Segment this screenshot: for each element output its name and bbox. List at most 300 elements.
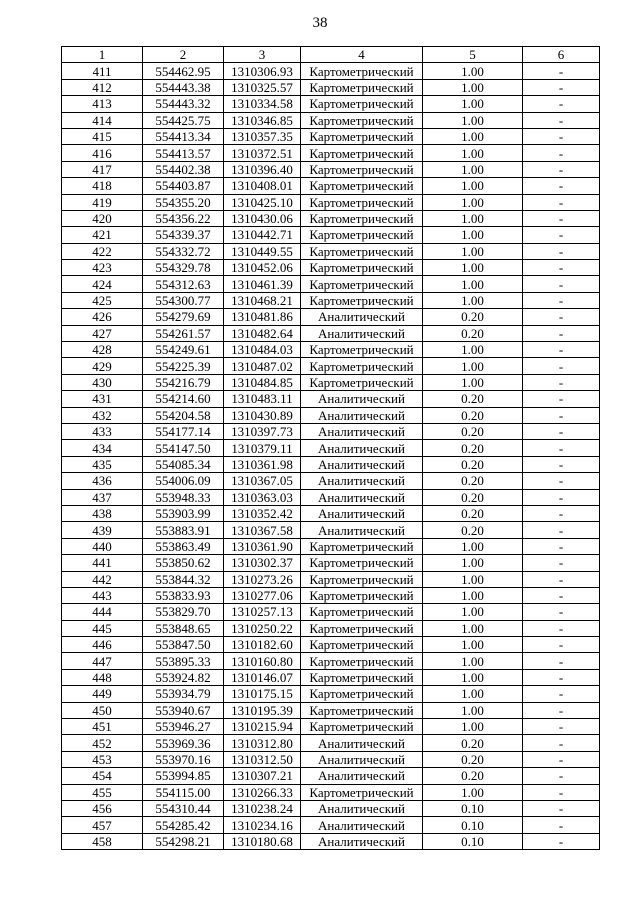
x-coordinate-cell: 553847.50 — [143, 637, 224, 653]
method-cell: Картометрический — [301, 587, 423, 603]
table-row — [62, 473, 600, 489]
accuracy-cell: 1.00 — [423, 669, 523, 685]
accuracy-cell: 1.00 — [423, 784, 523, 800]
method-cell: Картометрический — [301, 342, 423, 358]
point-number-cell: 414 — [62, 112, 143, 128]
x-coordinate-cell: 553924.82 — [143, 669, 224, 685]
table-row — [62, 719, 600, 735]
method-cell: Картометрический — [301, 210, 423, 226]
note-cell: - — [523, 292, 600, 308]
y-coordinate-cell: 1310215.94 — [224, 719, 301, 735]
x-coordinate-cell: 554214.60 — [143, 391, 224, 407]
point-number-cell: 442 — [62, 571, 143, 587]
method-cell: Картометрический — [301, 571, 423, 587]
note-cell: - — [523, 112, 600, 128]
note-cell: - — [523, 473, 600, 489]
note-cell: - — [523, 407, 600, 423]
point-number-cell: 448 — [62, 669, 143, 685]
note-cell: - — [523, 522, 600, 538]
x-coordinate-cell: 554085.34 — [143, 456, 224, 472]
accuracy-cell: 1.00 — [423, 620, 523, 636]
method-cell: Аналитический — [301, 505, 423, 521]
accuracy-cell: 1.00 — [423, 227, 523, 243]
table-row — [62, 79, 600, 95]
x-coordinate-cell: 554225.39 — [143, 358, 224, 374]
y-coordinate-cell: 1310266.33 — [224, 784, 301, 800]
accuracy-cell: 1.00 — [423, 145, 523, 161]
x-coordinate-cell: 553833.93 — [143, 587, 224, 603]
x-coordinate-cell: 554403.87 — [143, 178, 224, 194]
table-row — [62, 194, 600, 210]
method-cell: Картометрический — [301, 96, 423, 112]
note-cell: - — [523, 178, 600, 194]
method-cell: Аналитический — [301, 833, 423, 849]
x-coordinate-cell: 553863.49 — [143, 538, 224, 554]
note-cell: - — [523, 63, 600, 79]
point-number-cell: 451 — [62, 719, 143, 735]
method-cell: Аналитический — [301, 309, 423, 325]
x-coordinate-cell: 554204.58 — [143, 407, 224, 423]
method-cell: Аналитический — [301, 768, 423, 784]
accuracy-cell: 1.00 — [423, 653, 523, 669]
table-row — [62, 358, 600, 374]
point-number-cell: 441 — [62, 555, 143, 571]
table-row — [62, 637, 600, 653]
column-header: 1 — [62, 47, 143, 63]
table-row — [62, 260, 600, 276]
y-coordinate-cell: 1310302.37 — [224, 555, 301, 571]
note-cell: - — [523, 719, 600, 735]
x-coordinate-cell: 554329.78 — [143, 260, 224, 276]
table-row — [62, 391, 600, 407]
method-cell: Аналитический — [301, 800, 423, 816]
note-cell: - — [523, 276, 600, 292]
note-cell: - — [523, 669, 600, 685]
y-coordinate-cell: 1310352.42 — [224, 505, 301, 521]
note-cell: - — [523, 260, 600, 276]
table-row — [62, 522, 600, 538]
accuracy-cell: 1.00 — [423, 194, 523, 210]
point-number-cell: 416 — [62, 145, 143, 161]
method-cell: Картометрический — [301, 358, 423, 374]
y-coordinate-cell: 1310361.90 — [224, 538, 301, 554]
point-number-cell: 437 — [62, 489, 143, 505]
note-cell: - — [523, 456, 600, 472]
table-row — [62, 440, 600, 456]
note-cell: - — [523, 538, 600, 554]
note-cell: - — [523, 210, 600, 226]
method-cell: Картометрический — [301, 292, 423, 308]
point-number-cell: 433 — [62, 423, 143, 439]
accuracy-cell: 1.00 — [423, 292, 523, 308]
accuracy-cell: 1.00 — [423, 243, 523, 259]
table-row — [62, 735, 600, 751]
note-cell: - — [523, 653, 600, 669]
table-row — [62, 686, 600, 702]
accuracy-cell: 1.00 — [423, 161, 523, 177]
point-number-cell: 449 — [62, 686, 143, 702]
x-coordinate-cell: 554261.57 — [143, 325, 224, 341]
note-cell: - — [523, 227, 600, 243]
point-number-cell: 421 — [62, 227, 143, 243]
column-header: 4 — [301, 47, 423, 63]
table-row — [62, 604, 600, 620]
accuracy-cell: 0.20 — [423, 473, 523, 489]
method-cell: Картометрический — [301, 260, 423, 276]
accuracy-cell: 0.20 — [423, 325, 523, 341]
point-number-cell: 440 — [62, 538, 143, 554]
x-coordinate-cell: 554249.61 — [143, 342, 224, 358]
note-cell: - — [523, 571, 600, 587]
accuracy-cell: 1.00 — [423, 210, 523, 226]
accuracy-cell: 0.20 — [423, 751, 523, 767]
y-coordinate-cell: 1310408.01 — [224, 178, 301, 194]
y-coordinate-cell: 1310346.85 — [224, 112, 301, 128]
accuracy-cell: 1.00 — [423, 342, 523, 358]
column-header: 5 — [423, 47, 523, 63]
column-header: 2 — [143, 47, 224, 63]
x-coordinate-cell: 554443.38 — [143, 79, 224, 95]
x-coordinate-cell: 553970.16 — [143, 751, 224, 767]
x-coordinate-cell: 554339.37 — [143, 227, 224, 243]
note-cell: - — [523, 702, 600, 718]
y-coordinate-cell: 1310452.06 — [224, 260, 301, 276]
method-cell: Аналитический — [301, 751, 423, 767]
y-coordinate-cell: 1310182.60 — [224, 637, 301, 653]
note-cell: - — [523, 96, 600, 112]
method-cell: Картометрический — [301, 63, 423, 79]
y-coordinate-cell: 1310449.55 — [224, 243, 301, 259]
x-coordinate-cell: 554006.09 — [143, 473, 224, 489]
y-coordinate-cell: 1310234.16 — [224, 817, 301, 833]
method-cell: Аналитический — [301, 473, 423, 489]
method-cell: Картометрический — [301, 243, 423, 259]
y-coordinate-cell: 1310372.51 — [224, 145, 301, 161]
table-row — [62, 489, 600, 505]
note-cell: - — [523, 751, 600, 767]
point-number-cell: 428 — [62, 342, 143, 358]
point-number-cell: 417 — [62, 161, 143, 177]
y-coordinate-cell: 1310483.11 — [224, 391, 301, 407]
x-coordinate-cell: 554177.14 — [143, 423, 224, 439]
method-cell: Картометрический — [301, 178, 423, 194]
table-row — [62, 309, 600, 325]
y-coordinate-cell: 1310357.35 — [224, 128, 301, 144]
x-coordinate-cell: 553994.85 — [143, 768, 224, 784]
table-row — [62, 571, 600, 587]
method-cell: Картометрический — [301, 604, 423, 620]
note-cell: - — [523, 243, 600, 259]
point-number-cell: 455 — [62, 784, 143, 800]
method-cell: Картометрический — [301, 653, 423, 669]
table-row — [62, 555, 600, 571]
point-number-cell: 434 — [62, 440, 143, 456]
point-number-cell: 439 — [62, 522, 143, 538]
y-coordinate-cell: 1310468.21 — [224, 292, 301, 308]
note-cell: - — [523, 440, 600, 456]
y-coordinate-cell: 1310367.05 — [224, 473, 301, 489]
y-coordinate-cell: 1310367.58 — [224, 522, 301, 538]
y-coordinate-cell: 1310425.10 — [224, 194, 301, 210]
note-cell: - — [523, 833, 600, 849]
y-coordinate-cell: 1310238.24 — [224, 800, 301, 816]
accuracy-cell: 1.00 — [423, 719, 523, 735]
x-coordinate-cell: 553883.91 — [143, 522, 224, 538]
point-number-cell: 450 — [62, 702, 143, 718]
page-number: 38 — [312, 15, 328, 31]
note-cell: - — [523, 391, 600, 407]
y-coordinate-cell: 1310396.40 — [224, 161, 301, 177]
table-row — [62, 817, 600, 833]
y-coordinate-cell: 1310379.11 — [224, 440, 301, 456]
x-coordinate-cell: 554312.63 — [143, 276, 224, 292]
accuracy-cell: 1.00 — [423, 358, 523, 374]
accuracy-cell: 0.20 — [423, 735, 523, 751]
accuracy-cell: 0.10 — [423, 800, 523, 816]
x-coordinate-cell: 554115.00 — [143, 784, 224, 800]
x-coordinate-cell: 554298.21 — [143, 833, 224, 849]
note-cell: - — [523, 817, 600, 833]
point-number-cell: 458 — [62, 833, 143, 849]
table-row — [62, 178, 600, 194]
point-number-cell: 431 — [62, 391, 143, 407]
y-coordinate-cell: 1310430.06 — [224, 210, 301, 226]
point-number-cell: 415 — [62, 128, 143, 144]
table-row — [62, 423, 600, 439]
accuracy-cell: 0.20 — [423, 407, 523, 423]
method-cell: Аналитический — [301, 456, 423, 472]
x-coordinate-cell: 554425.75 — [143, 112, 224, 128]
point-number-cell: 443 — [62, 587, 143, 603]
accuracy-cell: 0.20 — [423, 423, 523, 439]
table-row — [62, 456, 600, 472]
accuracy-cell: 1.00 — [423, 702, 523, 718]
y-coordinate-cell: 1310484.85 — [224, 374, 301, 390]
x-coordinate-cell: 554279.69 — [143, 309, 224, 325]
y-coordinate-cell: 1310487.02 — [224, 358, 301, 374]
note-cell: - — [523, 735, 600, 751]
y-coordinate-cell: 1310160.80 — [224, 653, 301, 669]
accuracy-cell: 1.00 — [423, 538, 523, 554]
point-number-cell: 452 — [62, 735, 143, 751]
table-row — [62, 505, 600, 521]
point-number-cell: 430 — [62, 374, 143, 390]
x-coordinate-cell: 553934.79 — [143, 686, 224, 702]
note-cell: - — [523, 505, 600, 521]
column-header: 6 — [523, 47, 600, 63]
method-cell: Аналитический — [301, 735, 423, 751]
method-cell: Картометрический — [301, 128, 423, 144]
x-coordinate-cell: 553829.70 — [143, 604, 224, 620]
note-cell: - — [523, 128, 600, 144]
table-row — [62, 96, 600, 112]
note-cell: - — [523, 800, 600, 816]
note-cell: - — [523, 358, 600, 374]
point-number-cell: 423 — [62, 260, 143, 276]
method-cell: Картометрический — [301, 784, 423, 800]
table-row — [62, 145, 600, 161]
method-cell: Аналитический — [301, 817, 423, 833]
point-number-cell: 418 — [62, 178, 143, 194]
table-row — [62, 276, 600, 292]
point-number-cell: 445 — [62, 620, 143, 636]
x-coordinate-cell: 553969.36 — [143, 735, 224, 751]
accuracy-cell: 0.10 — [423, 817, 523, 833]
point-number-cell: 411 — [62, 63, 143, 79]
table-row — [62, 702, 600, 718]
method-cell: Картометрический — [301, 227, 423, 243]
note-cell: - — [523, 145, 600, 161]
x-coordinate-cell: 554402.38 — [143, 161, 224, 177]
note-cell: - — [523, 325, 600, 341]
point-number-cell: 444 — [62, 604, 143, 620]
y-coordinate-cell: 1310273.26 — [224, 571, 301, 587]
table-row — [62, 292, 600, 308]
y-coordinate-cell: 1310397.73 — [224, 423, 301, 439]
point-number-cell: 429 — [62, 358, 143, 374]
method-cell: Картометрический — [301, 161, 423, 177]
method-cell: Картометрический — [301, 112, 423, 128]
point-number-cell: 457 — [62, 817, 143, 833]
note-cell: - — [523, 489, 600, 505]
table-row — [62, 407, 600, 423]
y-coordinate-cell: 1310312.80 — [224, 735, 301, 751]
accuracy-cell: 1.00 — [423, 79, 523, 95]
y-coordinate-cell: 1310325.57 — [224, 79, 301, 95]
point-number-cell: 413 — [62, 96, 143, 112]
x-coordinate-cell: 553848.65 — [143, 620, 224, 636]
x-coordinate-cell: 554443.32 — [143, 96, 224, 112]
y-coordinate-cell: 1310250.22 — [224, 620, 301, 636]
y-coordinate-cell: 1310257.13 — [224, 604, 301, 620]
y-coordinate-cell: 1310481.86 — [224, 309, 301, 325]
y-coordinate-cell: 1310482.64 — [224, 325, 301, 341]
y-coordinate-cell: 1310306.93 — [224, 63, 301, 79]
coordinates-table — [61, 46, 600, 850]
point-number-cell: 453 — [62, 751, 143, 767]
y-coordinate-cell: 1310484.03 — [224, 342, 301, 358]
x-coordinate-cell: 554355.20 — [143, 194, 224, 210]
note-cell: - — [523, 686, 600, 702]
method-cell: Картометрический — [301, 145, 423, 161]
point-number-cell: 454 — [62, 768, 143, 784]
x-coordinate-cell: 553940.67 — [143, 702, 224, 718]
note-cell: - — [523, 79, 600, 95]
method-cell: Картометрический — [301, 686, 423, 702]
note-cell: - — [523, 309, 600, 325]
accuracy-cell: 1.00 — [423, 686, 523, 702]
method-cell: Картометрический — [301, 374, 423, 390]
point-number-cell: 419 — [62, 194, 143, 210]
method-cell: Картометрический — [301, 620, 423, 636]
note-cell: - — [523, 620, 600, 636]
note-cell: - — [523, 555, 600, 571]
method-cell: Аналитический — [301, 522, 423, 538]
note-cell: - — [523, 374, 600, 390]
y-coordinate-cell: 1310334.58 — [224, 96, 301, 112]
point-number-cell: 412 — [62, 79, 143, 95]
table-body — [62, 47, 600, 850]
point-number-cell: 432 — [62, 407, 143, 423]
x-coordinate-cell: 553850.62 — [143, 555, 224, 571]
accuracy-cell: 1.00 — [423, 178, 523, 194]
table-header-row — [62, 47, 600, 63]
note-cell: - — [523, 587, 600, 603]
table-row — [62, 325, 600, 341]
point-number-cell: 438 — [62, 505, 143, 521]
x-coordinate-cell: 554356.22 — [143, 210, 224, 226]
y-coordinate-cell: 1310146.07 — [224, 669, 301, 685]
accuracy-cell: 1.00 — [423, 276, 523, 292]
note-cell: - — [523, 423, 600, 439]
method-cell: Аналитический — [301, 489, 423, 505]
table-row — [62, 210, 600, 226]
point-number-cell: 456 — [62, 800, 143, 816]
x-coordinate-cell: 553903.99 — [143, 505, 224, 521]
note-cell: - — [523, 637, 600, 653]
accuracy-cell: 1.00 — [423, 112, 523, 128]
table-row — [62, 587, 600, 603]
x-coordinate-cell: 554216.79 — [143, 374, 224, 390]
x-coordinate-cell: 554285.42 — [143, 817, 224, 833]
table-row — [62, 784, 600, 800]
x-coordinate-cell: 554147.50 — [143, 440, 224, 456]
table-row — [62, 669, 600, 685]
accuracy-cell: 0.20 — [423, 489, 523, 505]
method-cell: Картометрический — [301, 637, 423, 653]
x-coordinate-cell: 554310.44 — [143, 800, 224, 816]
table-row — [62, 538, 600, 554]
x-coordinate-cell: 554300.77 — [143, 292, 224, 308]
accuracy-cell: 1.00 — [423, 571, 523, 587]
accuracy-cell: 1.00 — [423, 128, 523, 144]
method-cell: Картометрический — [301, 719, 423, 735]
method-cell: Картометрический — [301, 538, 423, 554]
point-number-cell: 420 — [62, 210, 143, 226]
method-cell: Картометрический — [301, 702, 423, 718]
table-row — [62, 768, 600, 784]
y-coordinate-cell: 1310307.21 — [224, 768, 301, 784]
note-cell: - — [523, 194, 600, 210]
note-cell: - — [523, 604, 600, 620]
accuracy-cell: 0.20 — [423, 505, 523, 521]
method-cell: Картометрический — [301, 79, 423, 95]
accuracy-cell: 1.00 — [423, 555, 523, 571]
accuracy-cell: 1.00 — [423, 260, 523, 276]
table-row — [62, 227, 600, 243]
column-header: 3 — [224, 47, 301, 63]
y-coordinate-cell: 1310195.39 — [224, 702, 301, 718]
y-coordinate-cell: 1310175.15 — [224, 686, 301, 702]
x-coordinate-cell: 553946.27 — [143, 719, 224, 735]
accuracy-cell: 0.20 — [423, 456, 523, 472]
note-cell: - — [523, 161, 600, 177]
y-coordinate-cell: 1310442.71 — [224, 227, 301, 243]
table-row — [62, 243, 600, 259]
point-number-cell: 426 — [62, 309, 143, 325]
accuracy-cell: 0.20 — [423, 309, 523, 325]
method-cell: Аналитический — [301, 440, 423, 456]
point-number-cell: 422 — [62, 243, 143, 259]
point-number-cell: 435 — [62, 456, 143, 472]
method-cell: Картометрический — [301, 669, 423, 685]
table-row — [62, 374, 600, 390]
x-coordinate-cell: 553948.33 — [143, 489, 224, 505]
method-cell: Аналитический — [301, 325, 423, 341]
y-coordinate-cell: 1310312.50 — [224, 751, 301, 767]
accuracy-cell: 0.20 — [423, 440, 523, 456]
point-number-cell: 424 — [62, 276, 143, 292]
